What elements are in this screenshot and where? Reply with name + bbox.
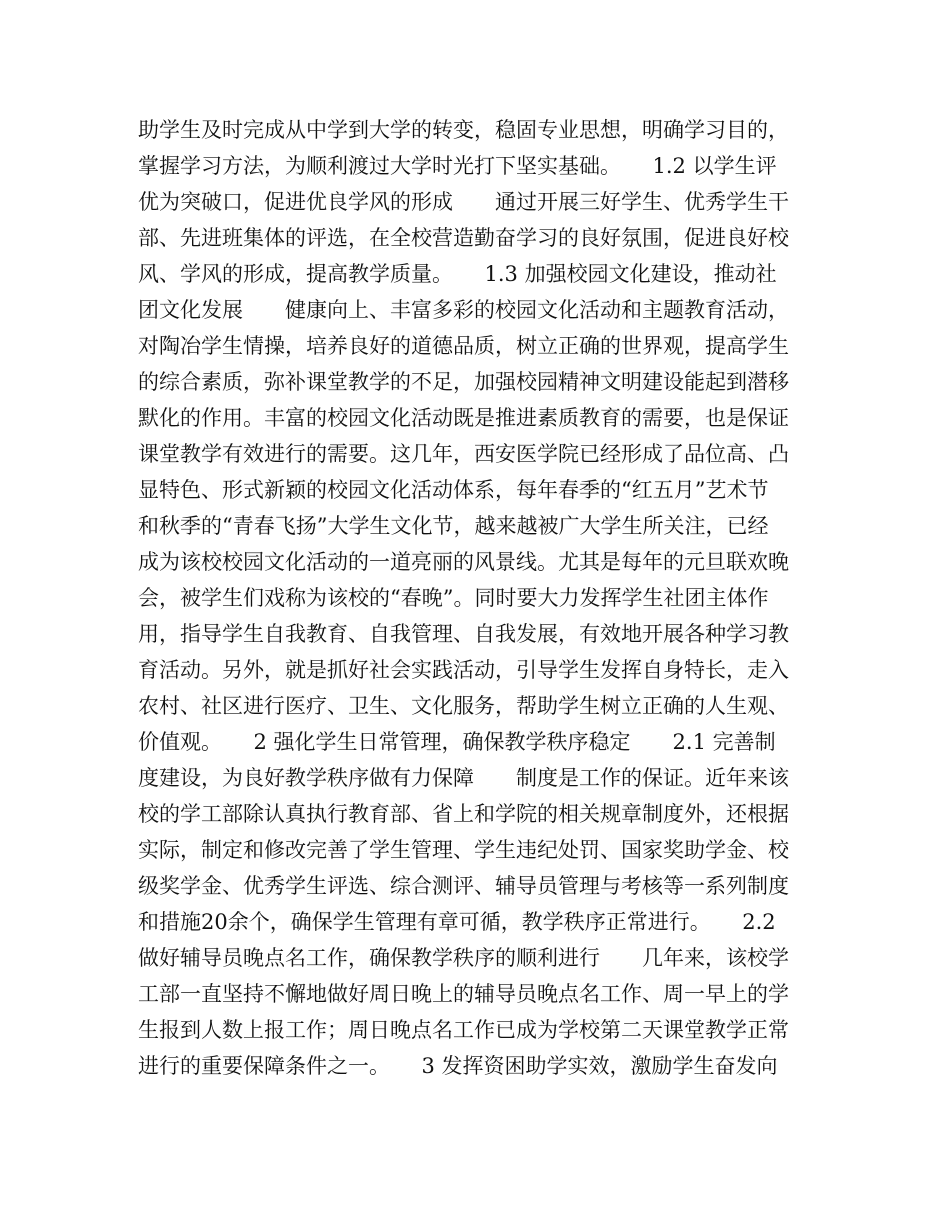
text-line: 显特色、形式新颖的校园文化活动体系，每年春季的“红五月”艺术节 bbox=[138, 478, 769, 502]
text-line: 级奖学金、优秀学生评选、综合测评、辅导员管理与考核等一系列制度 bbox=[138, 874, 789, 898]
text-line: 用，指导学生自我教育、自我管理、自我发展，有效地开展各种学习教 bbox=[138, 622, 789, 646]
text-line: 和措施20余个，确保学生管理有章可循，教学秩序正常进行。 2.2 bbox=[138, 910, 776, 934]
text-line: 助学生及时完成从中学到大学的转变，稳固专业思想，明确学习目的， bbox=[138, 118, 789, 142]
text-line: 成为该校校园文化活动的一道亮丽的风景线。尤其是每年的元旦联欢晚 bbox=[138, 550, 789, 574]
text-line: 度建设，为良好教学秩序做有力保障 制度是工作的保证。近年来该 bbox=[138, 766, 789, 790]
text-line: 和秋季的“青春飞扬”大学生文化节，越来越被广大学生所关注，已经 bbox=[138, 514, 769, 538]
text-line: 团文化发展 健康向上、丰富多彩的校园文化活动和主题教育活动， bbox=[138, 298, 789, 322]
text-line: 的综合素质，弥补课堂教学的不足，加强校园精神文明建设能起到潜移 bbox=[138, 370, 789, 394]
text-line: 对陶冶学生情操，培养良好的道德品质，树立正确的世界观，提高学生 bbox=[138, 334, 789, 358]
text-line: 做好辅导员晚点名工作，确保教学秩序的顺利进行 几年来，该校学 bbox=[138, 946, 789, 970]
text-line: 优为突破口，促进优良学风的形成 通过开展三好学生、优秀学生干 bbox=[138, 190, 789, 214]
text-line: 掌握学习方法，为顺利渡过大学时光打下坚实基础。 1.2 以学生评 bbox=[138, 154, 777, 178]
text-line: 生报到人数上报工作；周日晚点名工作已成为学校第二天课堂教学正常 bbox=[138, 1018, 789, 1042]
text-line: 农村、社区进行医疗、卫生、文化服务，帮助学生树立正确的人生观、 bbox=[138, 694, 789, 718]
body-text bbox=[138, 112, 818, 1084]
text-line: 校的学工部除认真执行教育部、省上和学院的相关规章制度外，还根据 bbox=[138, 802, 789, 826]
text-line: 实际，制定和修改完善了学生管理、学生违纪处罚、国家奖助学金、校 bbox=[138, 838, 789, 862]
text-line: 工部一直坚持不懈地做好周日晚上的辅导员晚点名工作、周一早上的学 bbox=[138, 982, 789, 1006]
text-line: 课堂教学有效进行的需要。这几年，西安医学院已经形成了品位高、凸 bbox=[138, 442, 789, 466]
text-line: 默化的作用。丰富的校园文化活动既是推进素质教育的需要，也是保证 bbox=[138, 406, 789, 430]
text-line: 价值观。 2 强化学生日常管理，确保教学秩序稳定 2.1 完善制 bbox=[138, 730, 776, 754]
text-line: 风、学风的形成，提高教学质量。 1.3 加强校园文化建设，推动社 bbox=[138, 262, 777, 286]
text-line: 部、先进班集体的评选，在全校营造勤奋学习的良好氛围，促进良好校 bbox=[138, 226, 789, 250]
text-line: 育活动。另外，就是抓好社会实践活动，引导学生发挥自身特长，走入 bbox=[138, 658, 789, 682]
text-line: 会，被学生们戏称为该校的“春晚”。同时要大力发挥学生社团主体作 bbox=[138, 586, 769, 610]
text-line: 进行的重要保障条件之一。 3 发挥资困助学实效，激励学生奋发向 bbox=[138, 1054, 778, 1078]
